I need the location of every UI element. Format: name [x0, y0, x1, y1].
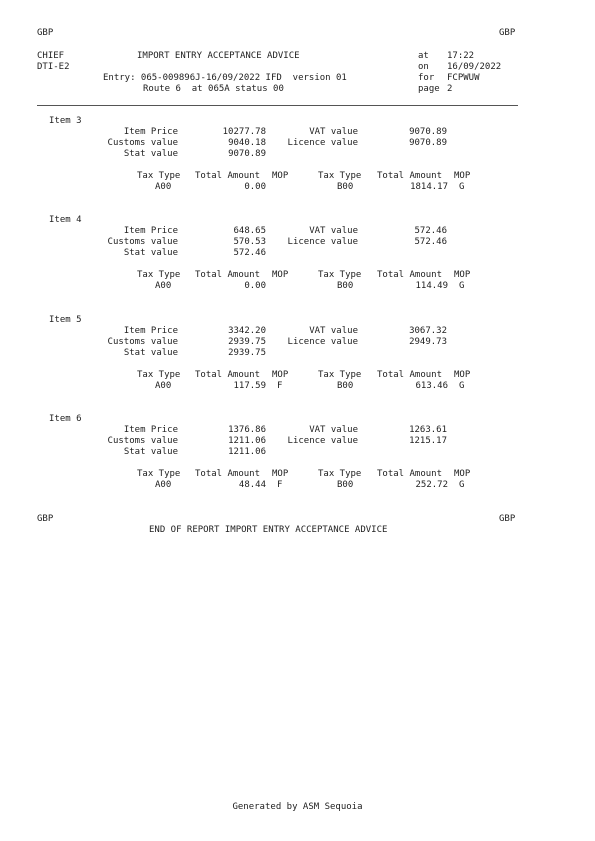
tax-mop-value: G: [459, 281, 465, 291]
mop-header: MOP: [272, 171, 289, 181]
item-price-label: Item Price: [123, 127, 178, 137]
tax-type-value: B00: [337, 281, 354, 291]
tax-type-header: Tax Type: [318, 469, 362, 479]
vat-value-label: VAT value: [309, 127, 358, 137]
item-title: Item 6: [49, 414, 82, 424]
page-number: 2: [447, 84, 453, 94]
mop-header: MOP: [454, 171, 471, 181]
tax-mop-value: G: [459, 381, 465, 391]
stat-value-value: 2939.75: [228, 348, 266, 358]
total-amount-header: Total Amount: [377, 270, 443, 280]
licence-value-value: 9070.89: [409, 138, 447, 148]
tax-amount-value: 613.46: [415, 381, 448, 391]
entry-reference: Entry: 065-009896J-16/09/2022 IFD version 01: [103, 73, 347, 83]
item-price-value: 3342.20: [228, 326, 266, 336]
mop-header: MOP: [454, 270, 471, 280]
tax-type-header: Tax Type: [137, 370, 181, 380]
customs-value-value: 2939.75: [228, 337, 266, 347]
item-title: Item 5: [49, 315, 82, 325]
customs-value-label: Customs value: [107, 436, 178, 446]
mop-header: MOP: [454, 370, 471, 380]
licence-value-label: Licence value: [287, 138, 358, 148]
item-price-value: 648.65: [233, 226, 266, 236]
tax-mop-value: F: [277, 480, 283, 490]
item-price-value: 10277.78: [222, 127, 266, 137]
tax-amount-value: 1814.17: [410, 182, 448, 192]
currency-bottom-left: GBP: [37, 514, 54, 524]
stat-value-label: Stat value: [123, 149, 178, 159]
total-amount-header: Total Amount: [195, 171, 261, 181]
customs-value-label: Customs value: [107, 237, 178, 247]
tax-amount-value: 114.49: [415, 281, 448, 291]
vat-value-value: 1263.61: [409, 425, 447, 435]
total-amount-header: Total Amount: [195, 469, 261, 479]
item-title: Item 3: [49, 116, 82, 126]
item-block-3: [0, 116, 595, 206]
tax-type-value: B00: [337, 381, 354, 391]
tax-type-value: A00: [155, 381, 172, 391]
stat-value-label: Stat value: [123, 248, 178, 258]
vat-value-value: 3067.32: [409, 326, 447, 336]
for-label: for: [418, 73, 435, 83]
report-date: 16/09/2022: [447, 62, 502, 72]
at-label: at: [418, 51, 429, 61]
on-label: on: [418, 62, 429, 72]
total-amount-header: Total Amount: [377, 171, 443, 181]
tax-type-header: Tax Type: [318, 270, 362, 280]
total-amount-header: Total Amount: [377, 469, 443, 479]
tax-type-value: A00: [155, 281, 172, 291]
tax-type-value: A00: [155, 480, 172, 490]
mop-header: MOP: [272, 469, 289, 479]
page-label: page: [418, 84, 440, 94]
total-amount-header: Total Amount: [195, 370, 261, 380]
item-block-5: [0, 315, 595, 405]
customs-value-value: 9040.18: [228, 138, 266, 148]
vat-value-label: VAT value: [309, 425, 358, 435]
licence-value-label: Licence value: [287, 337, 358, 347]
stat-value-label: Stat value: [123, 348, 178, 358]
total-amount-header: Total Amount: [377, 370, 443, 380]
stat-value-value: 572.46: [233, 248, 266, 258]
generated-by: Generated by ASM Sequoia: [232, 802, 363, 812]
currency-bottom-right: GBP: [499, 514, 516, 524]
end-of-report: END OF REPORT IMPORT ENTRY ACCEPTANCE ADVICE: [149, 525, 388, 535]
currency-top-left: GBP: [37, 28, 54, 38]
stat-value-value: 9070.89: [228, 149, 266, 159]
tax-type-header: Tax Type: [137, 171, 181, 181]
item-title: Item 4: [49, 215, 82, 225]
customs-value-value: 570.53: [233, 237, 266, 247]
tax-mop-value: G: [459, 480, 465, 490]
vat-value-label: VAT value: [309, 226, 358, 236]
vat-value-value: 9070.89: [409, 127, 447, 137]
mop-header: MOP: [454, 469, 471, 479]
tax-type-value: B00: [337, 480, 354, 490]
tax-type-header: Tax Type: [137, 270, 181, 280]
tax-type-value: A00: [155, 182, 172, 192]
item-price-value: 1376.86: [228, 425, 266, 435]
tax-amount-value: 48.44: [238, 480, 266, 490]
stat-value-value: 1211.06: [228, 447, 266, 457]
customs-value-value: 1211.06: [228, 436, 266, 446]
tax-type-header: Tax Type: [137, 469, 181, 479]
tax-type-value: B00: [337, 182, 354, 192]
mop-header: MOP: [272, 270, 289, 280]
item-price-label: Item Price: [123, 226, 178, 236]
route-status: Route 6 at 065A status 00: [143, 84, 284, 94]
licence-value-label: Licence value: [287, 237, 358, 247]
customs-value-label: Customs value: [107, 138, 178, 148]
vat-value-value: 572.46: [414, 226, 447, 236]
tax-amount-value: 0.00: [244, 281, 266, 291]
tax-type-header: Tax Type: [318, 370, 362, 380]
stat-value-label: Stat value: [123, 447, 178, 457]
user-id: FCPWUW: [447, 73, 480, 83]
tax-type-header: Tax Type: [318, 171, 362, 181]
licence-value-value: 1215.17: [409, 436, 447, 446]
item-price-label: Item Price: [123, 326, 178, 336]
total-amount-header: Total Amount: [195, 270, 261, 280]
report-time: 17:22: [447, 51, 475, 61]
system-name: CHIEF: [37, 51, 65, 61]
licence-value-value: 572.46: [414, 237, 447, 247]
item-block-6: [0, 414, 595, 504]
tax-amount-value: 0.00: [244, 182, 266, 192]
tax-mop-value: G: [459, 182, 465, 192]
tax-amount-value: 117.59: [233, 381, 266, 391]
header-divider: [37, 105, 518, 106]
currency-top-right: GBP: [499, 28, 516, 38]
vat-value-label: VAT value: [309, 326, 358, 336]
customs-value-label: Customs value: [107, 337, 178, 347]
item-block-4: [0, 215, 595, 305]
item-price-label: Item Price: [123, 425, 178, 435]
mop-header: MOP: [272, 370, 289, 380]
office-code: DTI-E2: [37, 62, 70, 72]
licence-value-label: Licence value: [287, 436, 358, 446]
tax-amount-value: 252.72: [415, 480, 448, 490]
licence-value-value: 2949.73: [409, 337, 447, 347]
report-title: IMPORT ENTRY ACCEPTANCE ADVICE: [137, 51, 300, 61]
tax-mop-value: F: [277, 381, 283, 391]
